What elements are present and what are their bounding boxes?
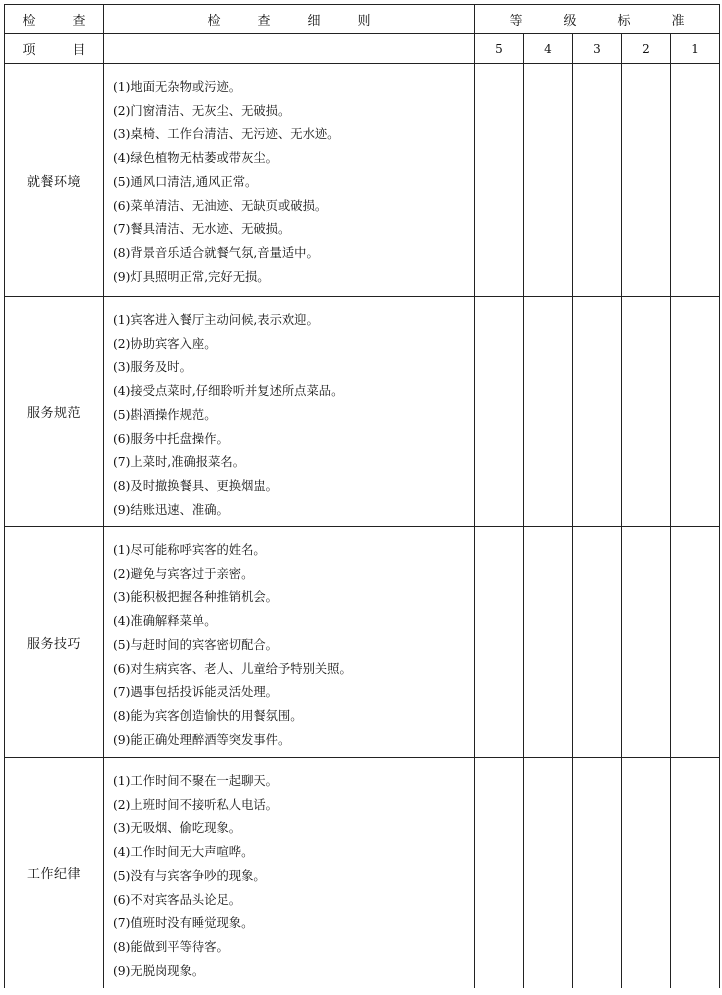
criterion: (5)与赶时间的宾客密切配合。: [113, 637, 278, 652]
criterion: (7)遇事包括投诉能灵活处理。: [113, 685, 278, 700]
grade-cell-5: [475, 527, 524, 758]
grade-1: 1: [671, 34, 720, 64]
grade-cell-5: [475, 297, 524, 527]
section-name: 就餐环境: [5, 64, 104, 297]
criterion: (6)服务中托盘操作。: [113, 431, 229, 446]
header-row-2: [5, 34, 720, 64]
inspection-table: [4, 4, 720, 988]
criterion: (4)工作时间无大声喧哗。: [113, 845, 254, 860]
criterion: (8)及时撤换餐具、更换烟盅。: [113, 478, 278, 493]
criterion: (9)结账迅速、准确。: [113, 502, 229, 517]
criterion: (7)值班时没有睡觉现象。: [113, 916, 254, 931]
criterion: (2)协助宾客入座。: [113, 336, 217, 351]
criterion: (8)背景音乐适合就餐气氛,音量适中。: [113, 245, 319, 260]
grade-cell-1: [671, 758, 720, 988]
section-name: 服务技巧: [5, 527, 104, 758]
section-name: 工作纪律: [5, 758, 104, 988]
criterion: (5)没有与宾客争吵的现象。: [113, 868, 266, 883]
section-dining-environment: [5, 64, 720, 297]
section-service-standards: [5, 297, 720, 527]
criterion: (5)斟酒操作规范。: [113, 407, 217, 422]
section-items: [104, 758, 475, 988]
grade-cell-1: [671, 527, 720, 758]
criterion: (1)地面无杂物或污迹。: [113, 80, 242, 94]
criterion: (7)上菜时,准确报菜名。: [113, 455, 245, 470]
criterion: (9)灯具照明正常,完好无损。: [113, 269, 270, 284]
criterion: (5)通风口清洁,通风正常。: [113, 174, 258, 189]
header-item: 项 目: [5, 34, 104, 64]
section-items: [104, 527, 475, 758]
grade-cell-2: [622, 64, 671, 297]
grade-cell-3: [573, 297, 622, 527]
grade-cell-3: [573, 758, 622, 988]
grade-cell-4: [524, 527, 573, 758]
grade-cell-5: [475, 64, 524, 297]
header-detail: 检 查 细 则: [104, 5, 475, 34]
criterion: (2)上班时间不接听私人电话。: [113, 797, 278, 812]
criterion: (1)工作时间不聚在一起聊天。: [113, 774, 278, 788]
grade-cell-2: [622, 527, 671, 758]
section-items: [104, 64, 475, 297]
criterion: (6)对生病宾客、老人、儿童给予特别关照。: [113, 661, 352, 676]
criterion: (2)避免与宾客过于亲密。: [113, 566, 254, 581]
grade-4: 4: [524, 34, 573, 64]
section-service-skills: [5, 527, 720, 758]
criterion: (3)桌椅、工作台清洁、无污迹、无水迹。: [113, 127, 340, 142]
criterion: (3)能积极把握各种推销机会。: [113, 590, 278, 605]
criterion: (1)尽可能称呼宾客的姓名。: [113, 543, 266, 557]
grade-cell-1: [671, 297, 720, 527]
section-name: 服务规范: [5, 297, 104, 527]
criterion: (9)无脱岗现象。: [113, 963, 205, 978]
criterion: (3)服务及时。: [113, 360, 192, 375]
header-empty: [104, 34, 475, 64]
grade-cell-4: [524, 758, 573, 988]
criterion: (6)菜单清洁、无油迹、无缺页或破损。: [113, 198, 328, 213]
grade-5: 5: [475, 34, 524, 64]
criterion: (9)能正确处理醉酒等突发事件。: [113, 732, 291, 747]
grade-3: 3: [573, 34, 622, 64]
criterion: (2)门窗清洁、无灰尘、无破损。: [113, 103, 291, 118]
grade-cell-2: [622, 297, 671, 527]
grade-cell-3: [573, 527, 622, 758]
criterion: (4)准确解释菜单。: [113, 614, 217, 629]
criterion: (4)接受点菜时,仔细聆听并复述所点菜品。: [113, 384, 344, 399]
grade-cell-3: [573, 64, 622, 297]
grade-cell-4: [524, 64, 573, 297]
header-row-1: [5, 5, 720, 34]
criterion: (3)无吸烟、偷吃现象。: [113, 821, 242, 836]
criterion: (8)能做到平等待客。: [113, 939, 229, 954]
section-work-discipline: [5, 758, 720, 988]
criterion: (4)绿色植物无枯萎或带灰尘。: [113, 151, 278, 166]
grade-cell-1: [671, 64, 720, 297]
header-check: 检 查: [5, 5, 104, 34]
header-grade: 等 级 标 准: [475, 5, 720, 34]
grade-2: 2: [622, 34, 671, 64]
section-items: [104, 297, 475, 527]
criterion: (8)能为宾客创造愉快的用餐氛围。: [113, 708, 303, 723]
criterion: (6)不对宾客品头论足。: [113, 892, 242, 907]
grade-cell-2: [622, 758, 671, 988]
criterion: (1)宾客进入餐厅主动问候,表示欢迎。: [113, 313, 319, 327]
criterion: (7)餐具清洁、无水迹、无破损。: [113, 222, 291, 237]
grade-cell-4: [524, 297, 573, 527]
grade-cell-5: [475, 758, 524, 988]
